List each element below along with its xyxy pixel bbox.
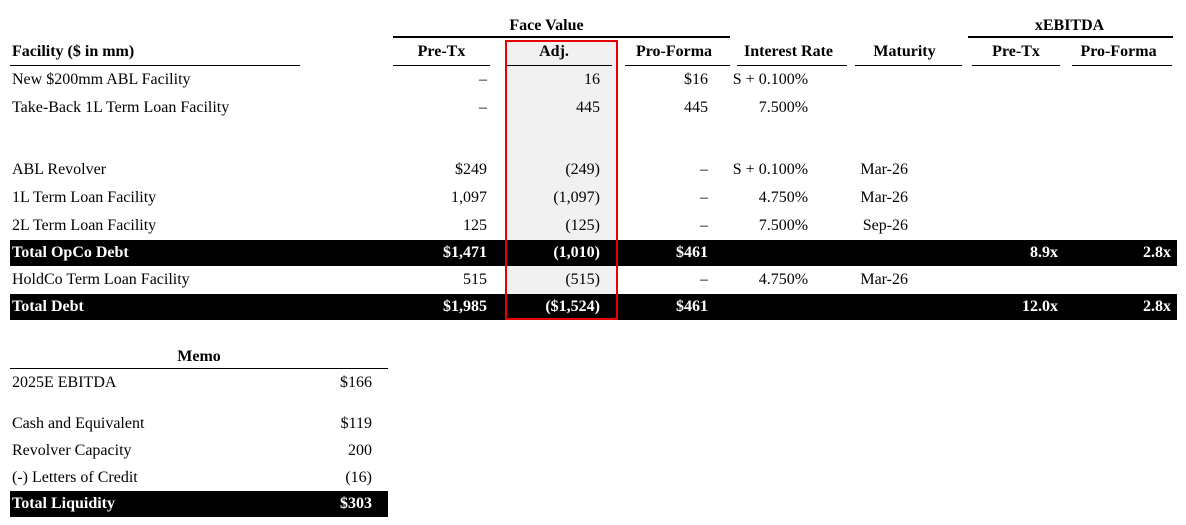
maturity-cell bbox=[847, 240, 962, 266]
interest-rate-cell: S + 0.100% bbox=[732, 161, 809, 178]
memo-label: Cash and Equivalent bbox=[12, 414, 145, 432]
memo-row-ebitda bbox=[10, 369, 388, 396]
xebitda-pretx-cell bbox=[962, 94, 1060, 122]
table-row-2l-term-loan bbox=[10, 212, 1177, 240]
adj-cell: 445 bbox=[576, 99, 600, 116]
pretx-cell: – bbox=[479, 71, 487, 88]
facility-cell: Take-Back 1L Term Loan Facility bbox=[12, 99, 230, 116]
table-row-take-back-term-loan bbox=[10, 94, 1177, 122]
interest-rate-cell: S + 0.100% bbox=[732, 71, 809, 88]
group-header-spacer bbox=[10, 14, 393, 38]
group-header-row bbox=[10, 14, 1177, 38]
facility-cell: HoldCo Term Loan Facility bbox=[12, 271, 190, 288]
facility-cell: Total OpCo Debt bbox=[10, 240, 393, 266]
maturity-cell bbox=[847, 66, 962, 94]
adj-cell: ($1,524) bbox=[490, 294, 618, 320]
xebitda-pretx-cell bbox=[962, 156, 1060, 184]
maturity-cell bbox=[847, 294, 962, 320]
proforma-cell: 445 bbox=[684, 99, 709, 116]
memo-header-row bbox=[10, 345, 388, 369]
pretx-cell: – bbox=[479, 99, 487, 116]
table-row-new-abl-facility bbox=[10, 66, 1177, 94]
proforma-column-header: Pro-Forma bbox=[618, 38, 730, 66]
adj-cell: (1,097) bbox=[553, 189, 600, 206]
xebitda-proforma-cell: 2.8x bbox=[1060, 240, 1177, 266]
table-row-abl-revolver bbox=[10, 156, 1177, 184]
memo-row-revolver-capacity bbox=[10, 437, 388, 464]
adj-cell: (1,010) bbox=[490, 240, 618, 266]
pretx-cell: 125 bbox=[463, 217, 487, 234]
xebitda-pretx-cell bbox=[962, 266, 1060, 294]
face-value-group-header: Face Value bbox=[393, 14, 730, 38]
adj-cell: (249) bbox=[565, 161, 600, 178]
xebitda-proforma-column-header: Pro-Forma bbox=[1060, 38, 1177, 66]
memo-row-cash bbox=[10, 410, 388, 437]
xebitda-pretx-cell: 8.9x bbox=[962, 240, 1060, 266]
xebitda-pretx-cell bbox=[962, 66, 1060, 94]
debt-schedule-table bbox=[10, 14, 1177, 320]
memo-label: Revolver Capacity bbox=[12, 441, 132, 459]
facility-column-header: Facility ($ in mm) bbox=[10, 38, 393, 66]
facility-cell: New $200mm ABL Facility bbox=[12, 71, 191, 88]
column-header-row bbox=[10, 38, 1177, 66]
interest-rate-cell: 4.750% bbox=[758, 189, 809, 206]
pretx-cell: 1,097 bbox=[451, 189, 487, 206]
pretx-column-header: Pre-Tx bbox=[393, 38, 490, 66]
group-header-spacer bbox=[847, 14, 962, 38]
memo-label: (-) Letters of Credit bbox=[12, 468, 138, 486]
proforma-cell: – bbox=[700, 271, 709, 288]
pretx-cell: $1,471 bbox=[393, 240, 490, 266]
memo-value: $119 bbox=[340, 414, 372, 432]
interest-rate-column-header: Interest Rate bbox=[730, 38, 847, 66]
group-header-spacer bbox=[730, 14, 847, 38]
xebitda-proforma-cell bbox=[1060, 156, 1177, 184]
xebitda-pretx-column-header: Pre-Tx bbox=[962, 38, 1060, 66]
memo-value: $303 bbox=[262, 491, 388, 517]
facility-cell: 1L Term Loan Facility bbox=[12, 189, 157, 206]
memo-value: $166 bbox=[340, 373, 372, 391]
table-row-holdco-term-loan bbox=[10, 266, 1177, 294]
interest-rate-cell: 7.500% bbox=[758, 99, 809, 116]
memo-section bbox=[10, 345, 388, 517]
xebitda-proforma-cell bbox=[1060, 94, 1177, 122]
maturity-cell: Mar-26 bbox=[860, 161, 909, 178]
adj-cell: (125) bbox=[565, 217, 600, 234]
maturity-cell: Mar-26 bbox=[860, 189, 909, 206]
table-row-total-debt bbox=[10, 294, 1177, 320]
facility-cell: ABL Revolver bbox=[12, 161, 107, 178]
xebitda-proforma-cell bbox=[1060, 212, 1177, 240]
table-row-total-opco-debt bbox=[10, 240, 1177, 266]
table-row-1l-term-loan bbox=[10, 184, 1177, 212]
xebitda-proforma-cell bbox=[1060, 66, 1177, 94]
xebitda-proforma-cell: 2.8x bbox=[1060, 294, 1177, 320]
xebitda-pretx-cell bbox=[962, 184, 1060, 212]
memo-label: 2025E EBITDA bbox=[12, 373, 117, 391]
xebitda-proforma-cell bbox=[1060, 266, 1177, 294]
facility-cell: 2L Term Loan Facility bbox=[12, 217, 157, 234]
memo-value: 200 bbox=[348, 441, 372, 459]
interest-rate-cell: 7.500% bbox=[758, 217, 809, 234]
maturity-cell: Mar-26 bbox=[860, 271, 909, 288]
memo-value: (16) bbox=[345, 468, 372, 486]
maturity-cell: Sep-26 bbox=[862, 217, 909, 234]
adj-cell: 16 bbox=[584, 71, 600, 88]
blank-row bbox=[10, 396, 388, 410]
blank-row bbox=[10, 122, 1177, 156]
xebitda-pretx-cell: 12.0x bbox=[962, 294, 1060, 320]
memo-title: Memo bbox=[10, 345, 388, 369]
proforma-cell: $461 bbox=[618, 240, 730, 266]
proforma-cell: – bbox=[700, 189, 709, 206]
proforma-cell: $461 bbox=[618, 294, 730, 320]
interest-rate-cell: 4.750% bbox=[758, 271, 809, 288]
adj-cell: (515) bbox=[565, 271, 600, 288]
memo-label: Total Liquidity bbox=[10, 491, 262, 517]
pretx-cell: $249 bbox=[455, 161, 487, 178]
maturity-column-header: Maturity bbox=[847, 38, 962, 66]
memo-table bbox=[10, 345, 388, 517]
proforma-cell: $16 bbox=[684, 71, 709, 88]
interest-rate-cell bbox=[730, 294, 847, 320]
facility-cell: Total Debt bbox=[10, 294, 393, 320]
adj-column-header: Adj. bbox=[490, 38, 618, 66]
pretx-cell: $1,985 bbox=[393, 294, 490, 320]
memo-row-letters-of-credit bbox=[10, 464, 388, 491]
pretx-cell: 515 bbox=[463, 271, 487, 288]
proforma-cell: – bbox=[700, 161, 709, 178]
proforma-cell: – bbox=[700, 217, 709, 234]
xebitda-proforma-cell bbox=[1060, 184, 1177, 212]
memo-row-total-liquidity bbox=[10, 491, 388, 517]
xebitda-pretx-cell bbox=[962, 212, 1060, 240]
xebitda-group-header: xEBITDA bbox=[962, 14, 1177, 38]
interest-rate-cell bbox=[730, 240, 847, 266]
maturity-cell bbox=[847, 94, 962, 122]
cap-table-section bbox=[10, 14, 1177, 320]
